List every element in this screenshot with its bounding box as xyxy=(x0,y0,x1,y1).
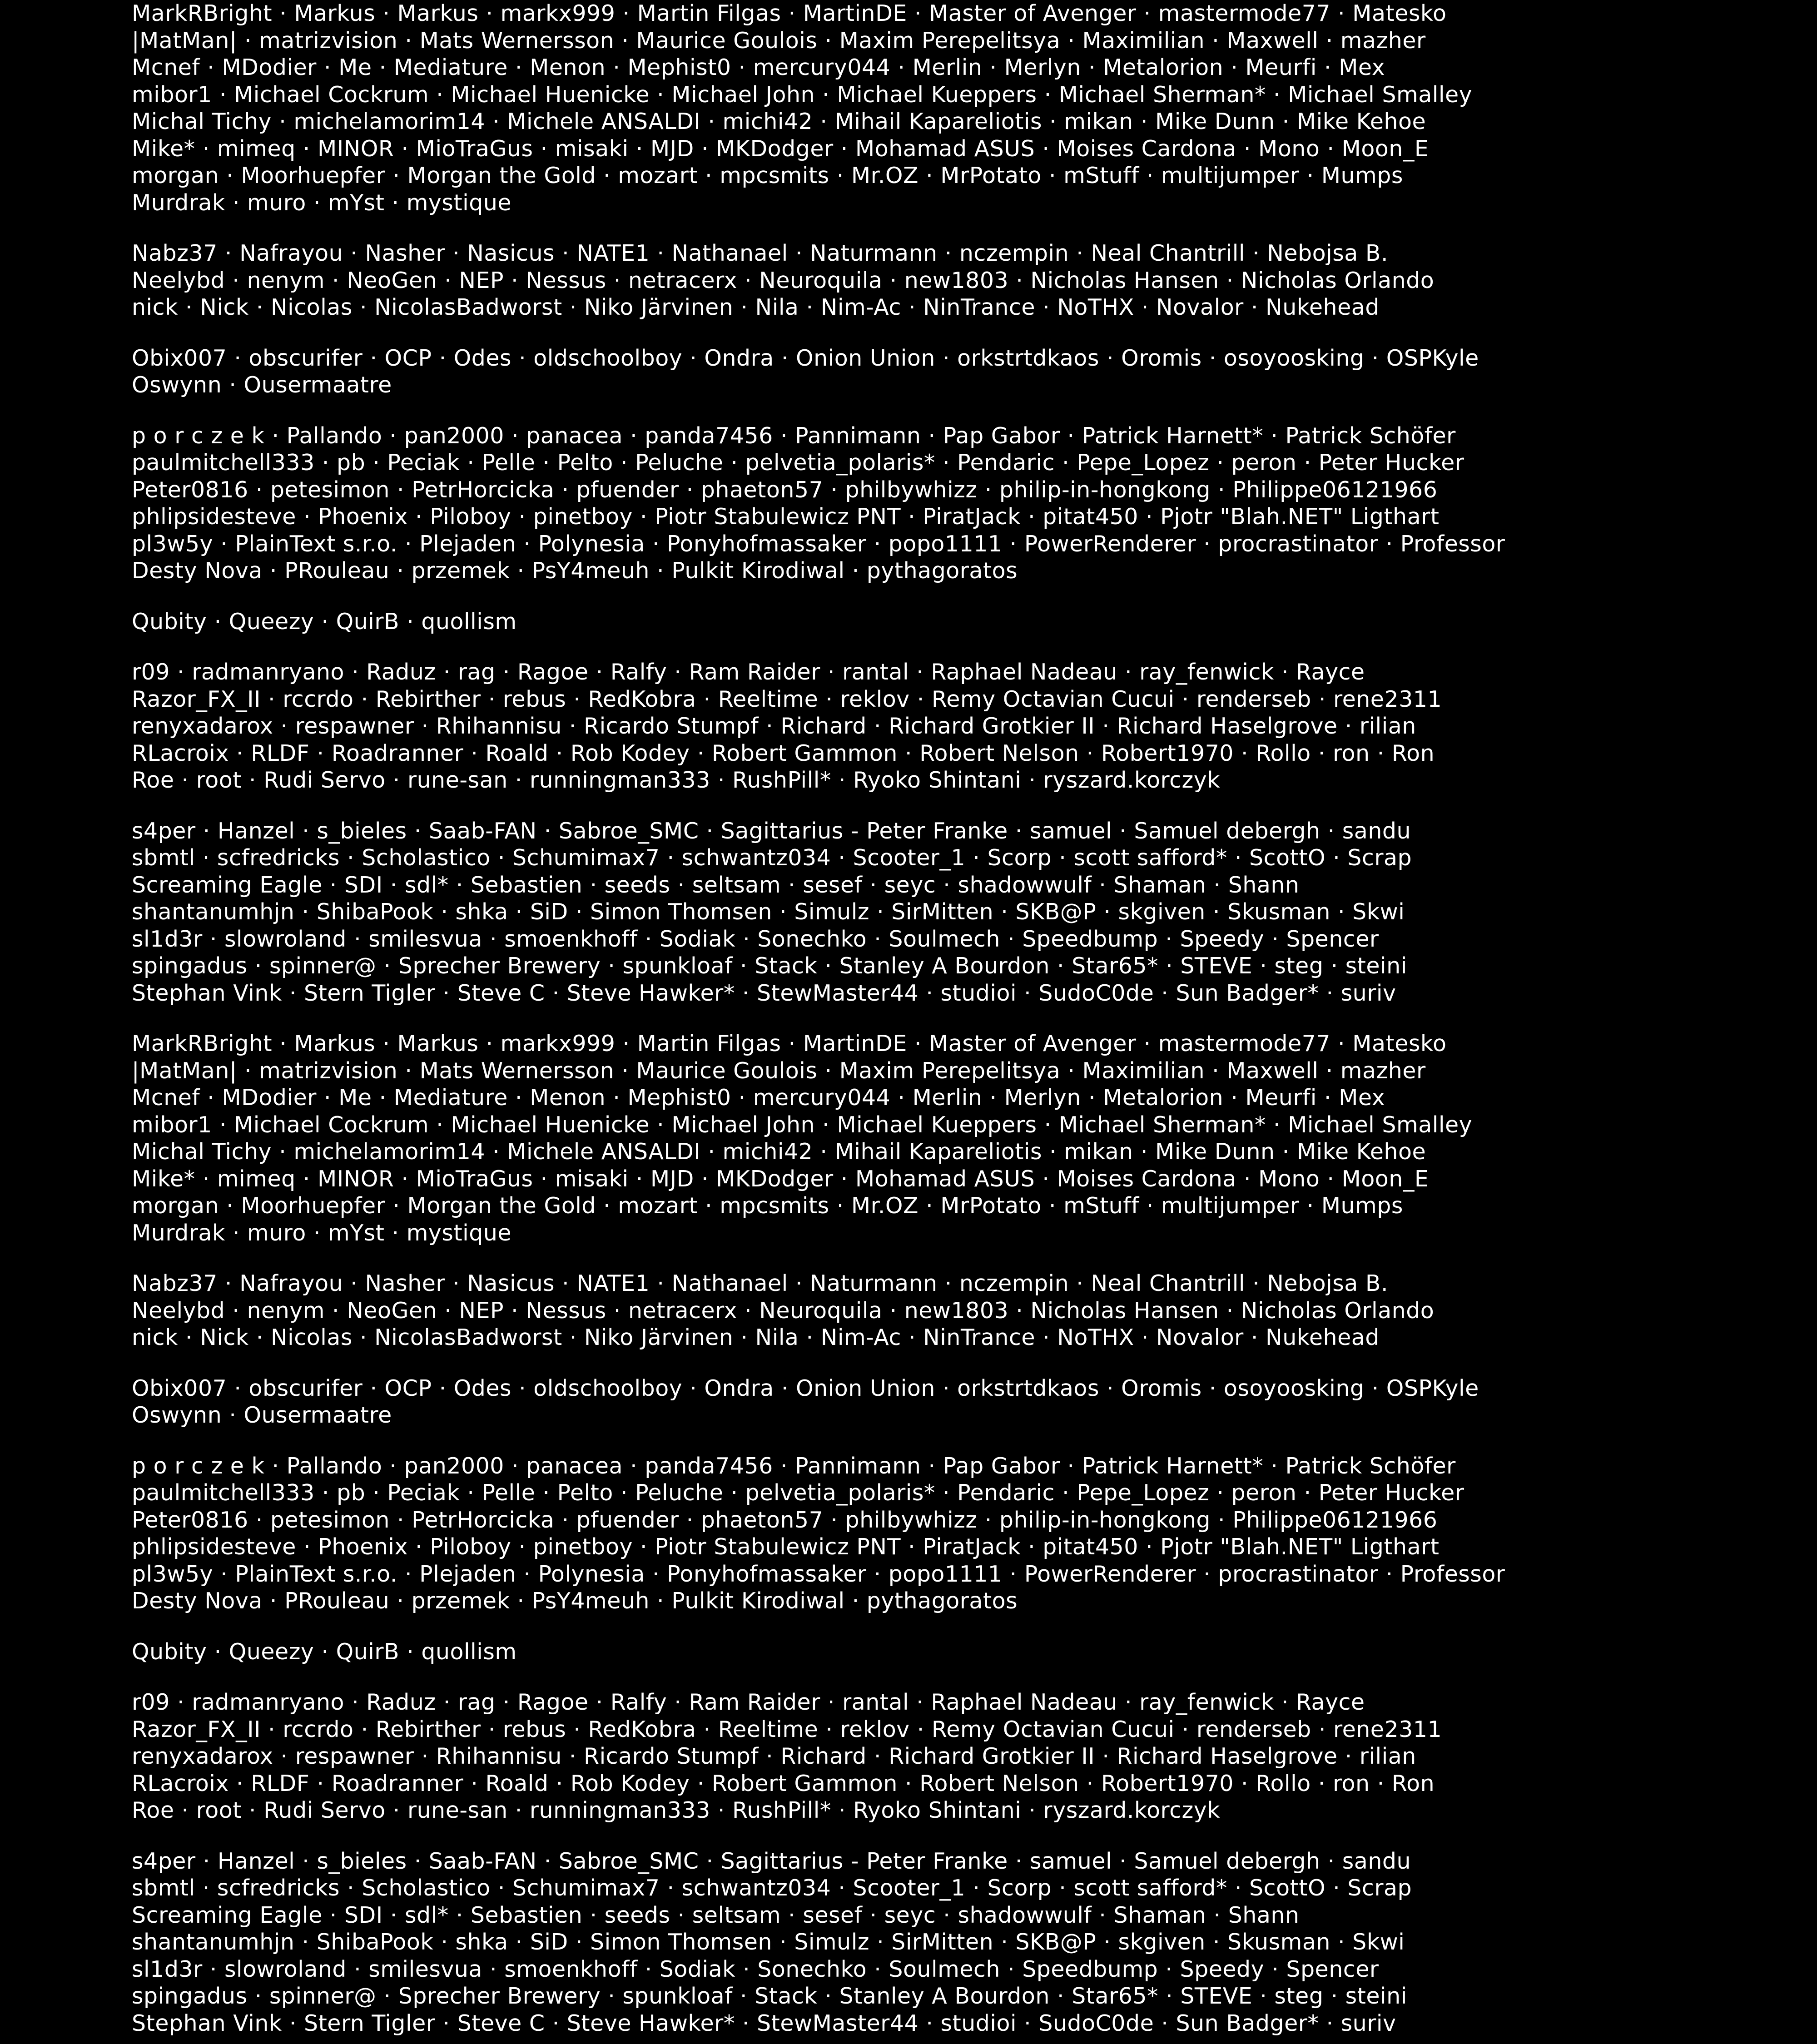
credits-line: Murdrak · muro · mYst · mystique xyxy=(132,189,512,216)
credits-block xyxy=(132,1689,1685,1824)
credits-line: RLacroix · RLDF · Roadranner · Roald · Rob Kodey · Robert Gammon · Robert Nelson · Robert1970 · Rollo · ron · Ron xyxy=(132,740,1435,766)
credits-line: Mcnef · MDodier · Me · Mediature · Menon · Mephist0 · mercury044 · Merlin · Merlyn · Metalorion · Meurfi · Mex xyxy=(132,55,1385,80)
credits-line: spingadus · spinner@ · Sprecher Brewery · spunkloaf · Stack · Stanley A Bourdon · Star65* · STEVE · steg · steini xyxy=(132,1983,1407,2009)
credits-line: p o r c z e k · Pallando · pan2000 · panacea · panda7456 · Pannimann · Pap Gabor · Patrick Harnett* · Patrick Schöfer xyxy=(132,1453,1456,1479)
credits-line: RLacroix · RLDF · Roadranner · Roald · Rob Kodey · Robert Gammon · Robert Nelson · Robert1970 · Rollo · ron · Ron xyxy=(132,1770,1435,1796)
credits-line: renyxadarox · respawner · Rhihannisu · Ricardo Stumpf · Richard · Richard Grotkier II · Richard Haselgrove · rilian xyxy=(132,1743,1416,1769)
credits-block xyxy=(132,0,1685,216)
credits-line: Peter0816 · petesimon · PetrHorcicka · pfuender · phaeton57 · philbywhizz · philip-in-hongkong · Philippe06121966 xyxy=(132,1507,1438,1533)
credits-line: p o r c z e k · Pallando · pan2000 · panacea · panda7456 · Pannimann · Pap Gabor · Patrick Harnett* · Patrick Schöfer xyxy=(132,422,1456,449)
credits-line: Nabz37 · Nafrayou · Nasher · Nasicus · NATE1 · Nathanael · Naturmann · nczempin · Neal Chantrill · Nebojsa B. xyxy=(132,1270,1389,1296)
credits-line: morgan · Moorhuepfer · Morgan the Gold · mozart · mpcsmits · Mr.OZ · MrPotato · mStuff · multijumper · Mumps xyxy=(132,1193,1403,1219)
credits-block xyxy=(132,1848,1685,2037)
credits-line: paulmitchell333 · pb · Peciak · Pelle · Pelto · Peluche · pelvetia_polaris* · Pendaric · Pepe_Lopez · peron · Peter Hucker xyxy=(132,1480,1465,1506)
credits-line: Screaming Eagle · SDI · sdl* · Sebastien · seeds · seltsam · sesef · seyc · shadowwulf · Shaman · Shann xyxy=(132,1902,1300,1928)
credits-line: Razor_FX_II · rccrdo · Rebirther · rebus · RedKobra · Reeltime · reklov · Remy Octavian Cucui · renderseb · rene2311 xyxy=(132,1716,1442,1742)
credits-line: nick · Nick · Nicolas · NicolasBadworst · Niko Järvinen · Nila · Nim-Ac · NinTrance · NoTHX · Novalor · Nukehead xyxy=(132,1325,1380,1350)
credits-line: Neelybd · nenym · NeoGen · NEP · Nessus · netracerx · Neuroquila · new1803 · Nicholas Hansen · Nicholas Orlando xyxy=(132,267,1435,293)
credits-line: Screaming Eagle · SDI · sdl* · Sebastien · seeds · seltsam · sesef · seyc · shadowwulf · Shaman · Shann xyxy=(132,872,1300,898)
credits-line: shantanumhjn · ShibaPook · shka · SiD · Simon Thomsen · Simulz · SirMitten · SKB@P · skgiven · Skusman · Skwi xyxy=(132,1929,1405,1955)
credits-line: Nabz37 · Nafrayou · Nasher · Nasicus · NATE1 · Nathanael · Naturmann · nczempin · Neal Chantrill · Nebojsa B. xyxy=(132,240,1389,266)
credits-block xyxy=(132,1270,1685,1351)
credits-line: Roe · root · Rudi Servo · rune-san · runningman333 · RushPill* · Ryoko Shintani · ryszard.korczyk xyxy=(132,1797,1221,1823)
credits-line: Razor_FX_II · rccrdo · Rebirther · rebus · RedKobra · Reeltime · reklov · Remy Octavian Cucui · renderseb · rene2311 xyxy=(132,686,1442,712)
credits-block xyxy=(132,1030,1685,1246)
credits-line: spingadus · spinner@ · Sprecher Brewery · spunkloaf · Stack · Stanley A Bourdon · Star65* · STEVE · steg · steini xyxy=(132,953,1407,979)
credits-line: mibor1 · Michael Cockrum · Michael Huenicke · Michael John · Michael Kueppers · Michael Sherman* · Michael Smalley xyxy=(132,81,1473,108)
credits-block xyxy=(132,345,1685,399)
credits-line: Murdrak · muro · mYst · mystique xyxy=(132,1220,512,1246)
credits-line: Mike* · mimeq · MINOR · MioTraGus · misaki · MJD · MKDodger · Mohamad ASUS · Moises Cardona · Mono · Moon_E xyxy=(132,135,1429,162)
credits-block xyxy=(132,1638,1685,1666)
credits-line: phlipsidesteve · Phoenix · Piloboy · pinetboy · Piotr Stabulewicz PNT · PiratJack · pitat450 · Pjotr "Blah.NET" Ligthart xyxy=(132,504,1440,530)
credits-line: sbmtl · scfredricks · Scholastico · Schumimax7 · schwantz034 · Scooter_1 · Scorp · scott safford* · ScottO · Scrap xyxy=(132,845,1412,871)
credits-line: MarkRBright · Markus · Markus · markx999 · Martin Filgas · MartinDE · Master of Avenger · mastermode77 · Matesko xyxy=(132,1031,1447,1057)
credits-line: renyxadarox · respawner · Rhihannisu · Ricardo Stumpf · Richard · Richard Grotkier II · Richard Haselgrove · rilian xyxy=(132,713,1416,739)
credits-block xyxy=(132,608,1685,635)
credits-line: pl3w5y · PlainText s.r.o. · Plejaden · Polynesia · Ponyhofmassaker · popo1111 · PowerRenderer · procrastinator · Professor xyxy=(132,531,1505,557)
credits-line: Mike* · mimeq · MINOR · MioTraGus · misaki · MJD · MKDodger · Mohamad ASUS · Moises Cardona · Mono · Moon_E xyxy=(132,1166,1429,1192)
credits-line: sl1d3r · slowroland · smilesvua · smoenkhoff · Sodiak · Sonechko · Soulmech · Speedbump · Speedy · Spencer xyxy=(132,926,1379,952)
credits-line: r09 · radmanryano · Raduz · rag · Ragoe · Ralfy · Ram Raider · rantal · Raphael Nadeau · ray_fenwick · Rayce xyxy=(132,659,1365,685)
credits-line: s4per · Hanzel · s_bieles · Saab-FAN · Sabroe_SMC · Sagittarius - Peter Franke · samuel · Samuel debergh · sandu xyxy=(132,1848,1411,1874)
credits-line: Oswynn · Ousermaatre xyxy=(132,372,392,398)
credits-line: |MatMan| · matrizvision · Mats Wernersson · Maurice Goulois · Maxim Perepelitsya · Maximilian · Maxwell · mazher xyxy=(132,1057,1426,1084)
credits-line: Stephan Vink · Stern Tigler · Steve C · Steve Hawker* · StewMaster44 · studioi · SudoC0de · Sun Badger* · suriv xyxy=(132,980,1396,1006)
credits-line: Mcnef · MDodier · Me · Mediature · Menon · Mephist0 · mercury044 · Merlin · Merlyn · Metalorion · Meurfi · Mex xyxy=(132,1085,1385,1111)
credits-line: phlipsidesteve · Phoenix · Piloboy · pinetboy · Piotr Stabulewicz PNT · PiratJack · pitat450 · Pjotr "Blah.NET" Ligthart xyxy=(132,1534,1440,1560)
credits-line: mibor1 · Michael Cockrum · Michael Huenicke · Michael John · Michael Kueppers · Michael Sherman* · Michael Smalley xyxy=(132,1111,1473,1138)
credits-block xyxy=(132,1453,1685,1615)
credits-line: r09 · radmanryano · Raduz · rag · Ragoe · Ralfy · Ram Raider · rantal · Raphael Nadeau · ray_fenwick · Rayce xyxy=(132,1689,1365,1715)
credits-line: MarkRBright · Markus · Markus · markx999 · Martin Filgas · MartinDE · Master of Avenger · mastermode77 · Matesko xyxy=(132,0,1447,26)
credits-line: Stephan Vink · Stern Tigler · Steve C · Steve Hawker* · StewMaster44 · studioi · SudoC0de · Sun Badger* · suriv xyxy=(132,2010,1396,2036)
credits-line: paulmitchell333 · pb · Peciak · Pelle · Pelto · Peluche · pelvetia_polaris* · Pendaric · Pepe_Lopez · peron · Peter Hucker xyxy=(132,450,1465,476)
credits-line: sl1d3r · slowroland · smilesvua · smoenkhoff · Sodiak · Sonechko · Soulmech · Speedbump · Speedy · Spencer xyxy=(132,1956,1379,1982)
credits-block xyxy=(132,659,1685,794)
credits-line: morgan · Moorhuepfer · Morgan the Gold · mozart · mpcsmits · Mr.OZ · MrPotato · mStuff · multijumper · Mumps xyxy=(132,163,1403,189)
credits-line: Obix007 · obscurifer · OCP · Odes · oldschoolboy · Ondra · Onion Union · orkstrtdkaos · Oromis · osoyoosking · OSPKyle xyxy=(132,1375,1479,1401)
credits-block xyxy=(132,818,1685,1007)
credits-line: Peter0816 · petesimon · PetrHorcicka · pfuender · phaeton57 · philbywhizz · philip-in-hongkong · Philippe06121966 xyxy=(132,476,1438,503)
credits-block xyxy=(132,422,1685,585)
credits-block xyxy=(132,1375,1685,1429)
credits-line: shantanumhjn · ShibaPook · shka · SiD · Simon Thomsen · Simulz · SirMitten · SKB@P · skgiven · Skusman · Skwi xyxy=(132,899,1405,925)
credits-line: Michal Tichy · michelamorim14 · Michele ANSALDI · michi42 · Mihail Kapareliotis · mikan · Mike Dunn · Mike Kehoe xyxy=(132,109,1426,134)
credits-line: Roe · root · Rudi Servo · rune-san · runningman333 · RushPill* · Ryoko Shintani · ryszard.korczyk xyxy=(132,767,1221,793)
credits-line: Desty Nova · PRouleau · przemek · PsY4meuh · Pulkit Kirodiwal · pythagoratos xyxy=(132,1588,1018,1614)
credits-line: |MatMan| · matrizvision · Mats Wernersson · Maurice Goulois · Maxim Perepelitsya · Maximilian · Maxwell · mazher xyxy=(132,27,1426,54)
credits-line: Qubity · Queezy · QuirB · quollism xyxy=(132,608,517,635)
credits-line: nick · Nick · Nicolas · NicolasBadworst · Niko Järvinen · Nila · Nim-Ac · NinTrance · NoTHX · Novalor · Nukehead xyxy=(132,294,1380,320)
credits-line: Desty Nova · PRouleau · przemek · PsY4meuh · Pulkit Kirodiwal · pythagoratos xyxy=(132,558,1018,584)
credits-line: Neelybd · nenym · NeoGen · NEP · Nessus · netracerx · Neuroquila · new1803 · Nicholas Hansen · Nicholas Orlando xyxy=(132,1297,1435,1324)
credits-line: Oswynn · Ousermaatre xyxy=(132,1402,392,1428)
credits-line: pl3w5y · PlainText s.r.o. · Plejaden · Polynesia · Ponyhofmassaker · popo1111 · PowerRenderer · procrastinator · Professor xyxy=(132,1561,1505,1587)
credits-block xyxy=(132,240,1685,321)
credits-line: sbmtl · scfredricks · Scholastico · Schumimax7 · schwantz034 · Scooter_1 · Scorp · scott safford* · ScottO · Scrap xyxy=(132,1875,1412,1901)
credits-line: s4per · Hanzel · s_bieles · Saab-FAN · Sabroe_SMC · Sagittarius - Peter Franke · samuel · Samuel debergh · sandu xyxy=(132,818,1411,844)
credits-line: Qubity · Queezy · QuirB · quollism xyxy=(132,1638,517,1665)
credits-line: Obix007 · obscurifer · OCP · Odes · oldschoolboy · Ondra · Onion Union · orkstrtdkaos · Oromis · osoyoosking · OSPKyle xyxy=(132,345,1479,371)
credits-line: Michal Tichy · michelamorim14 · Michele ANSALDI · michi42 · Mihail Kapareliotis · mikan · Mike Dunn · Mike Kehoe xyxy=(132,1139,1426,1165)
